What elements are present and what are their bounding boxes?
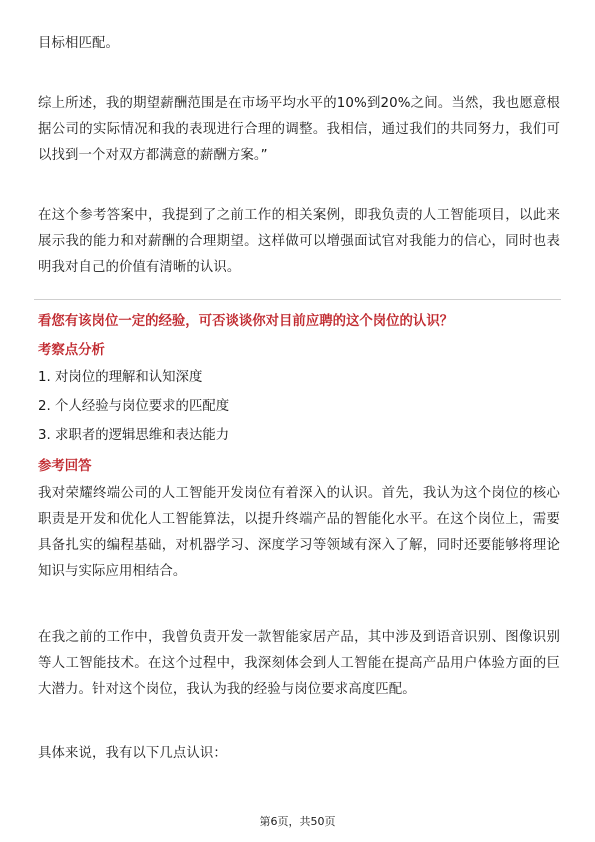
section-divider (34, 299, 561, 300)
analysis-heading: 考察点分析 (38, 343, 105, 358)
answer-paragraph: 我对荣耀终端公司的人工智能开发岗位有着深入的认识。首先，我认为这个岗位的核心职责是开发和优化人工智能算法，以提升终端产品的智能化水平。在这个岗位上，需要具备扎实的编程基础，对机器学习、深度学习等领域有深入了解，同时还要能够将理论知识与实际应用相结合。 (38, 486, 560, 579)
paragraph-intro-tail: 目标相匹配。 (38, 36, 119, 51)
paragraph-reference-explanation: 在这个参考答案中，我提到了之前工作的相关案例，即我负责的人工智能项目，以此来展示我的能力和对薪酬的合理期望。这样做可以增强面试官对我能力的信心，同时也表明我对自己的价值有清晰的认识。 (38, 208, 560, 275)
answer-heading: 参考回答 (38, 459, 92, 474)
answer-paragraph: 在我之前的工作中，我曾负责开发一款智能家居产品，其中涉及到语音识别、图像识别等人工智能技术。在这个过程中，我深刻体会到人工智能在提高产品用户体验方面的巨大潜力。针对这个岗位，我认为我的经验与岗位要求高度匹配。 (38, 630, 560, 697)
answer-paragraph: 具体来说，我有以下几点认识： (38, 746, 227, 761)
analysis-item: 2. 个人经验与岗位要求的匹配度 (38, 399, 230, 414)
page-number: 第6页，共50页 (259, 815, 336, 828)
paragraph-summary: 综上所述，我的期望薪酬范围是在市场平均水平的10%到20%之间。当然，我也愿意根据公司的实际情况和我的表现进行合理的调整。我相信，通过我们的共同努力，我们可以找到一个对双方都满意的薪酬方案。” (38, 96, 560, 163)
analysis-item: 1. 对岗位的理解和认知深度 (38, 370, 203, 385)
analysis-item: 3. 求职者的逻辑思维和表达能力 (38, 428, 230, 443)
interview-question: 看您有该岗位一定的经验，可否谈谈你对目前应聘的这个岗位的认识？ (38, 314, 454, 329)
